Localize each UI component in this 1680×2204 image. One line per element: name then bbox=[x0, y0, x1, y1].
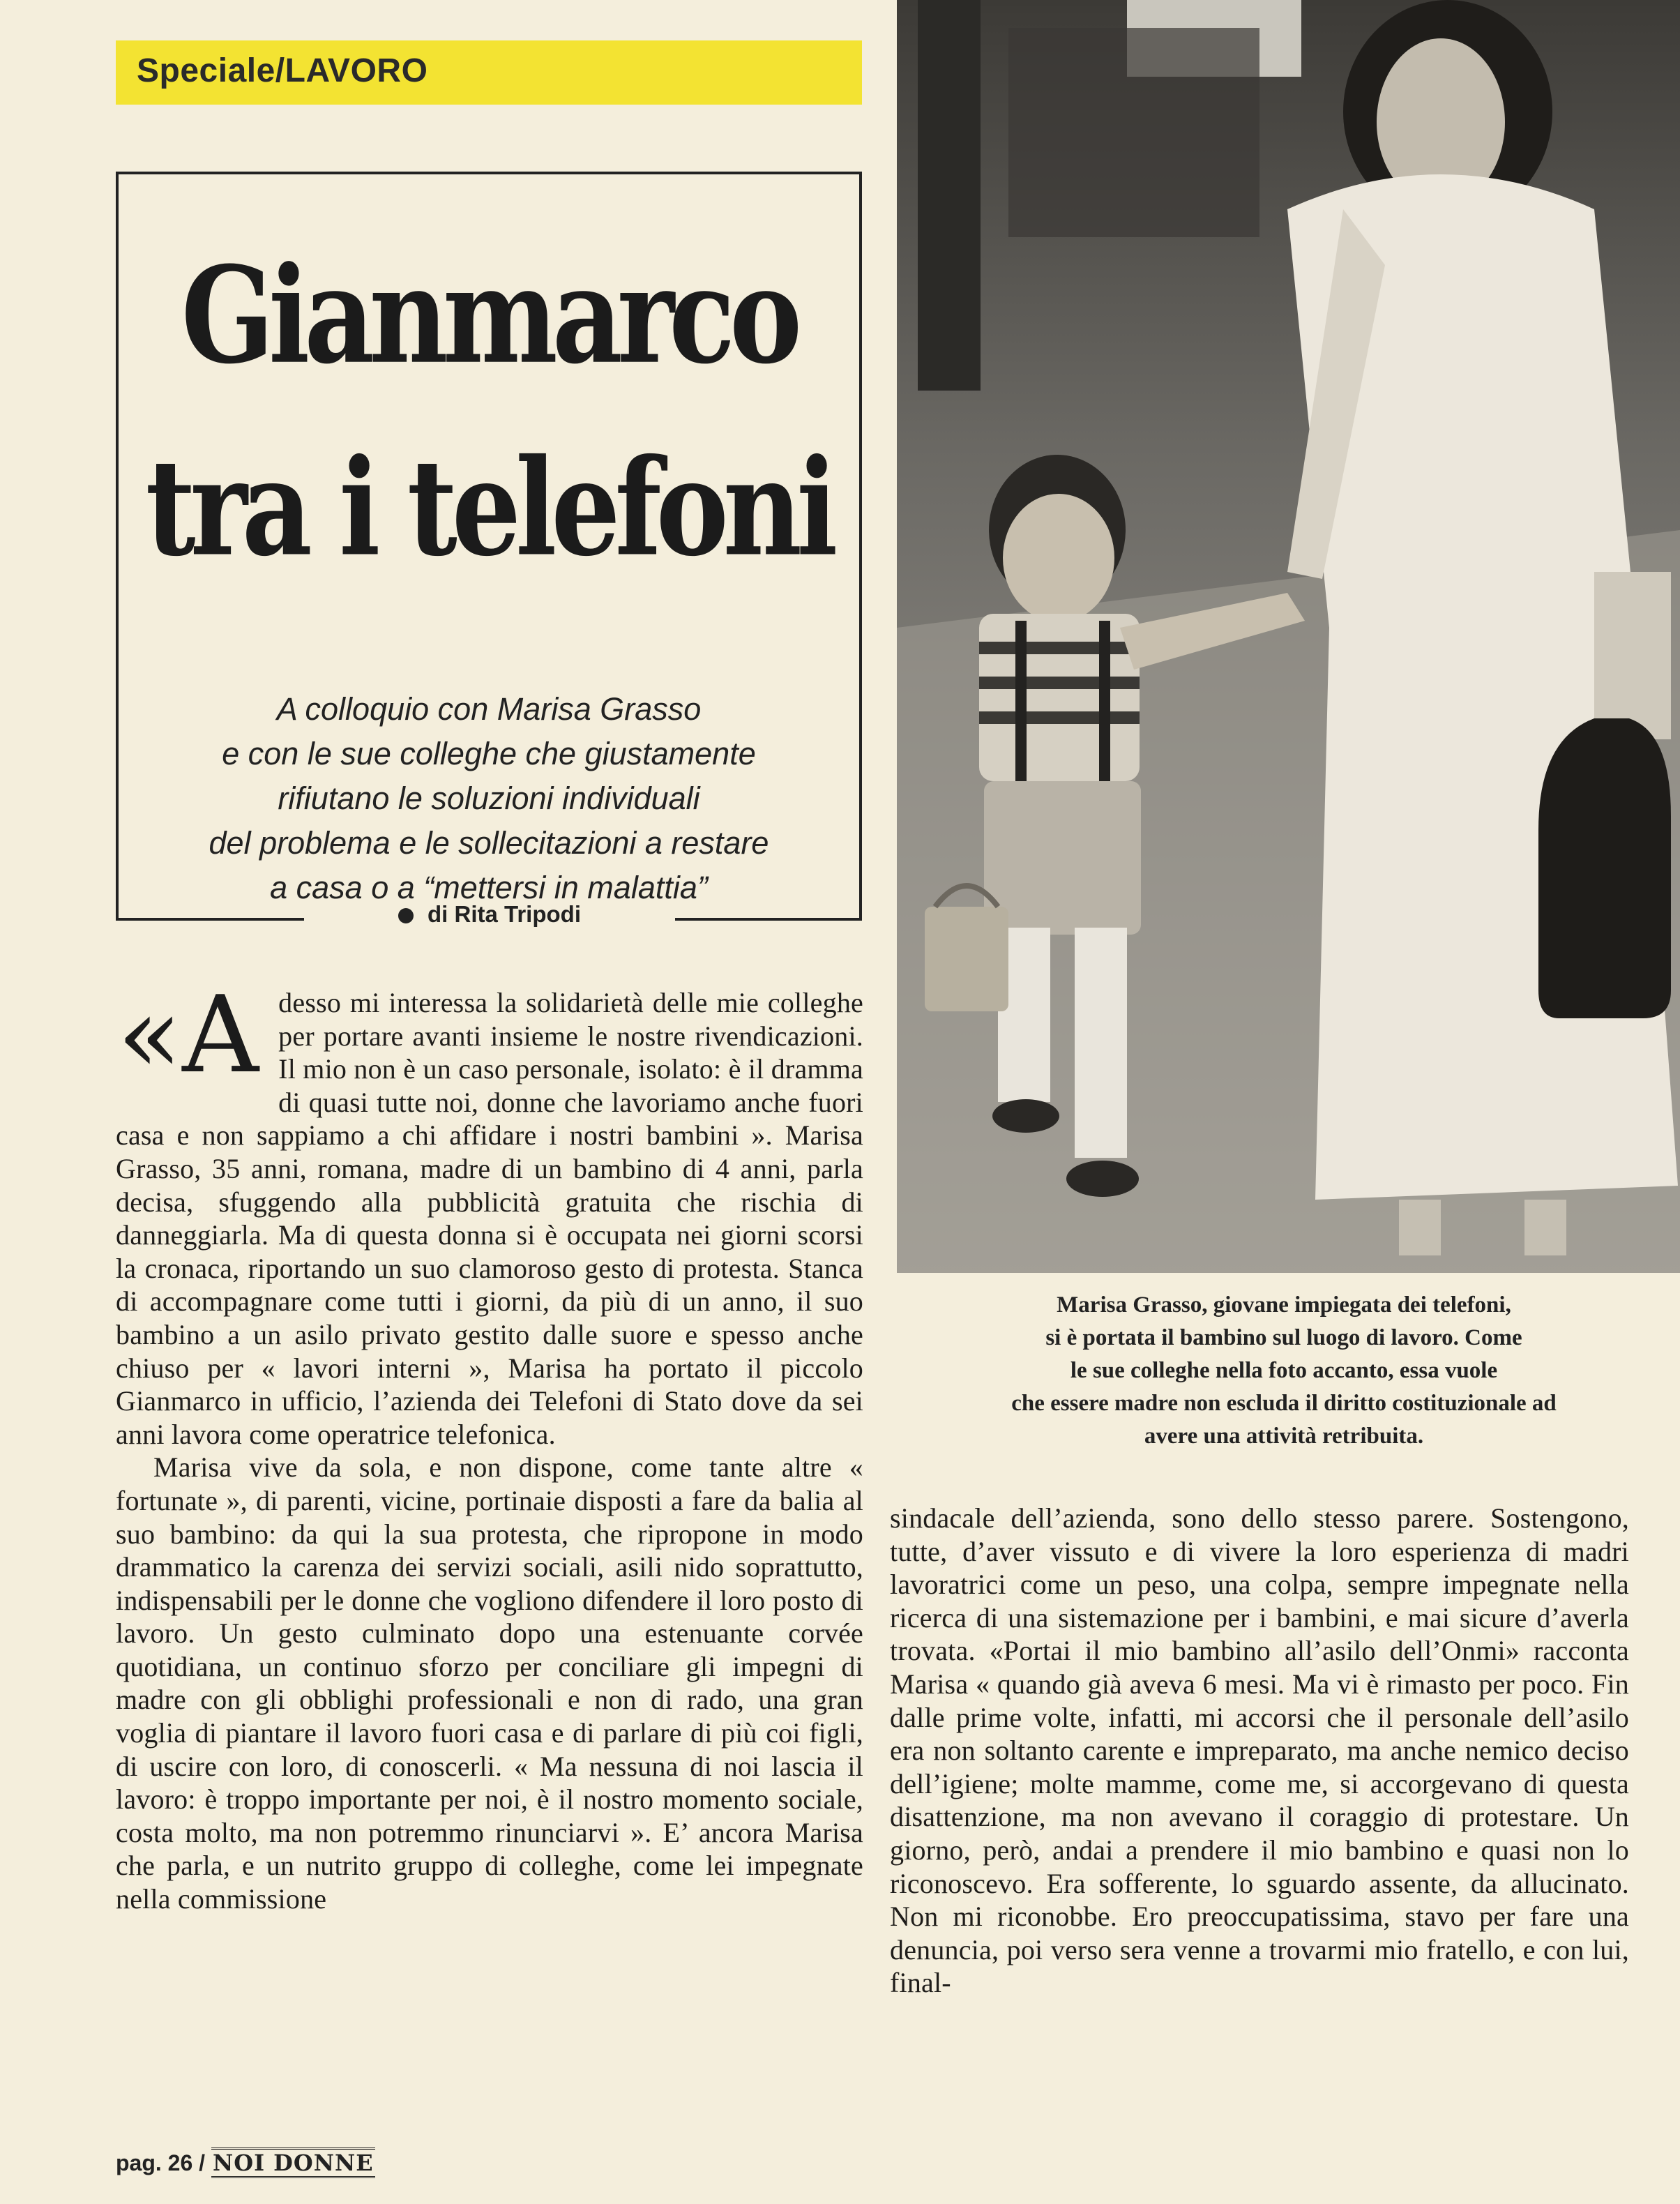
byline-text: di Rita Tripodi bbox=[427, 901, 581, 927]
deck bbox=[137, 687, 841, 910]
deck-line: del problema e le sollecitazioni a restare bbox=[209, 825, 769, 861]
caption-line: Marisa Grasso, giovane impiegata dei telefoni, bbox=[1057, 1292, 1511, 1318]
magazine-logo: NOI DONNE bbox=[211, 2148, 375, 2178]
frame-rule-left bbox=[116, 918, 304, 921]
deck-line: e con le sue colleghe che giustamente bbox=[222, 736, 756, 771]
article-column-2 bbox=[890, 1502, 1629, 2000]
page-footer bbox=[116, 2150, 375, 2176]
headline-line-2: tra i telefoni bbox=[145, 430, 833, 586]
photo-illustration bbox=[897, 0, 1680, 1273]
headline-line-1: Gianmarco bbox=[181, 237, 797, 393]
frame-rule-right bbox=[675, 918, 862, 921]
section-tag: Speciale/LAVORO bbox=[116, 40, 862, 105]
caption-line: le sue colleghe nella foto accanto, essa vuole bbox=[1070, 1358, 1498, 1383]
bullet-icon bbox=[398, 908, 414, 923]
drop-cap: «A bbox=[117, 973, 259, 1096]
caption-line: che essere madre non escluda il diritto costituzionale ad bbox=[1011, 1391, 1557, 1416]
byline bbox=[304, 901, 675, 928]
footer-separator: / bbox=[199, 2150, 206, 2175]
caption-line: avere una attività retribuita. bbox=[1144, 1424, 1424, 1449]
article-paragraph: Marisa vive da sola, e non dispone, come tante altre « fortunate », di parenti, vicine, portinaie disposti a fare da balia al suo bambino: da qui la sua protesta, che ripropone in modo drammatico la carenza dei servizi sociali, asili nido soprattutto, indispensabili per le donne che vogliono difendere il loro posto di lavoro. Un gesto culminato dopo una estenuante corvée quotidiana, un continuo sforzo per conciliare gli impegni di madre con gli obblighi professionali e non di rado, una gran voglia di piantare il lavoro fuori casa e di parlare di più coi figli, di uscire con loro, di conoscerli. « Ma nessuna di noi lascia il lavoro: è troppo importante per noi, è il nostro momento sociale, costa molto, ma non potremmo rinunciarvi ». E’ ancora Marisa che parla, e un nutrito gruppo di colleghe, come lei impegnate nella commissione bbox=[116, 1451, 863, 1915]
photo-caption bbox=[890, 1289, 1678, 1453]
headline bbox=[116, 220, 862, 604]
deck-line: rifiutano le soluzioni individuali bbox=[278, 780, 700, 816]
photo bbox=[897, 0, 1680, 1273]
deck-line: A colloquio con Marisa Grasso bbox=[276, 691, 702, 727]
article-paragraph: desso mi interessa la solidarietà delle mie colleghe per portare avanti insieme le nostre rivendicazioni. Il mio non è un caso personale, isolato: è il dramma di quasi tutte noi, donne che lavoriamo anche fuori casa e non sappiamo a chi affidare i nostri bambini ». Marisa Grasso, 35 anni, romana, madre di un bambino di 4 anni, parla decisa, sfuggendo alla pubblicità gratuita che rischia di danneggiarla. Ma di questa donna si è occupata nei giorni scorsi la cronaca, riportando un suo clamoroso gesto di protesta. Stanca di accompagnare come tutti i giorni, da più di un anno, il suo bambino a un asilo privato gestito dalle suore e spesso anche chiuso per « lavori interni », Marisa ha portato il piccolo Gianmarco in ufficio, l’azienda dei Telefoni di Stato dove da sei anni lavora come operatrice telefonica. bbox=[116, 987, 863, 1450]
article-column-1 bbox=[116, 973, 863, 1916]
deck-line: a casa o a “mettersi in malattia” bbox=[270, 870, 708, 905]
article-paragraph: sindacale dell’azienda, sono dello stesso parere. Sostengono, tutte, d’aver vissuto e di vivere la loro esperienza di madri lavoratrici come un peso, una colpa, sempre impegnate nella ricerca di una sistemazione per i bambini, e mai sicure d’averla trovata. «Portai il mio bambino all’asilo dell’Onmi» racconta Marisa « quando già aveva 6 mesi. Ma vi è rimasto per poco. Fin dalle prime volte, infatti, mi accorsi che il personale dell’asilo era non soltanto carente e impreparato, ma anche nemico deciso dell’igiene; molte mamme, come me, si accorgevano di questa disattenzione, ma non avevano il coraggio di protestare. Un giorno, però, andai a prendere il mio bambino e quasi non lo riconoscevo. Era sofferente, lo sguardo assente, da allucinato. Non mi riconobbe. Ero preoccupatissima, stavo per fare una denuncia, poi verso sera venne a trovarmi mio fratello, e con lui, final- bbox=[890, 1502, 1629, 1999]
headline-frame-top bbox=[116, 172, 862, 174]
caption-line: si è portata il bambino sul luogo di lavoro. Come bbox=[1045, 1325, 1522, 1350]
page-number: pag. 26 bbox=[116, 2150, 193, 2175]
